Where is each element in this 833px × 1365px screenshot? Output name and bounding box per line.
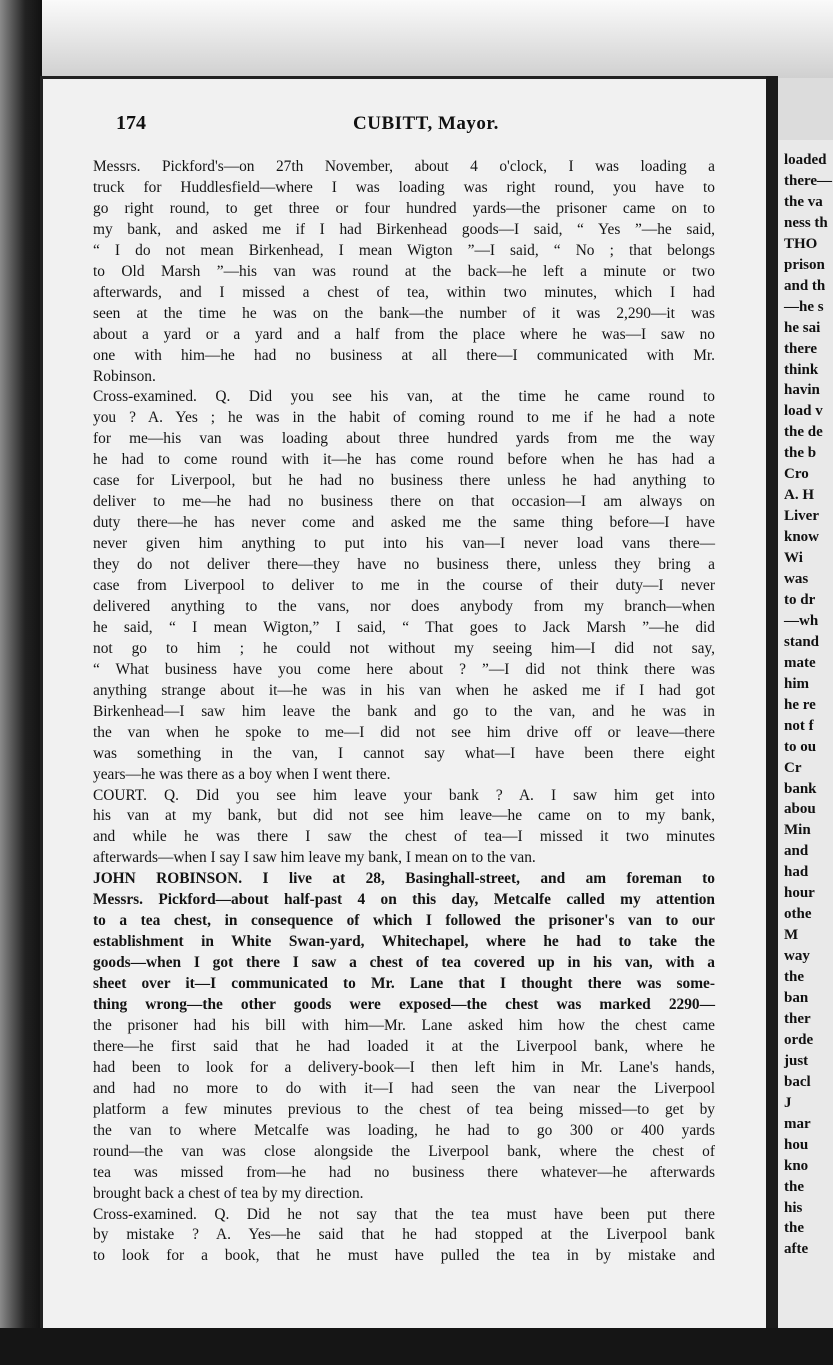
right-page-fragment: afte	[784, 1241, 809, 1258]
text-line: he said, “ I mean Wigton,” I said, “ That goes to Jack Marsh ”—he did	[93, 618, 715, 636]
right-page-fragment: prison	[784, 256, 825, 273]
text-line: go right round, to get three or four hundred yards—the prisoner came on to	[93, 199, 715, 217]
right-page-fragment: A. H	[784, 487, 814, 504]
right-page-fragment: ness th	[784, 214, 828, 231]
right-page-fragment: havin	[784, 382, 820, 399]
right-page-fragment: the va	[784, 193, 823, 210]
right-page-fragment: his	[784, 1199, 803, 1216]
scan-top-margin	[0, 0, 833, 78]
right-page-fragment: and th	[784, 277, 826, 294]
right-page-fragment: —wh	[784, 612, 819, 629]
text-line: afterwards, and I missed a chest of tea, within two minutes, which I had	[93, 283, 715, 301]
right-page-fragment: Wi	[784, 550, 803, 567]
right-page-fragment: bacl	[784, 1073, 811, 1090]
text-line: there—he first said that he had loaded it at the Liverpool bank, where he	[93, 1037, 715, 1055]
text-line: by mistake ? A. Yes—he said that he had stopped at the Liverpool bank	[93, 1226, 715, 1244]
text-line: to look for a book, that he must have pulled the tea in by mistake and	[93, 1247, 715, 1265]
right-page-fragment: stand	[784, 633, 820, 650]
right-page-fragment: bank	[784, 780, 817, 797]
right-page-fragment: loaded	[784, 152, 827, 168]
right-page-fragment: the	[784, 1220, 804, 1237]
text-line: to Old Marsh ”—his van was round at the back—he left a minute or two	[93, 262, 715, 280]
right-page-fragment: mar	[784, 1115, 811, 1132]
text-line: anything strange about it—he was in his van when he asked me if I had got	[93, 681, 715, 699]
text-line: sheet over it—I communicated to Mr. Lane that I thought there was some-	[93, 975, 715, 993]
text-line: they do not deliver there—they have no business there, unless they bring a	[93, 556, 715, 574]
text-line: case for Liverpool, but he had no business there unless he had anything to	[93, 472, 715, 490]
text-line: establishment in White Swan-yard, Whitechapel, where he had to take the	[93, 933, 715, 951]
right-page-fragment: J	[784, 1094, 792, 1111]
right-page-fragment: was	[784, 571, 809, 587]
right-page-fragment: to ou	[784, 738, 817, 755]
right-page-fragment: the	[784, 969, 804, 986]
text-line: goods—when I got there I saw a chest of tea covered up in his van, with a	[93, 954, 715, 972]
right-page-fragment: othe	[784, 906, 812, 923]
right-page-fragment: hour	[784, 885, 815, 902]
right-page-fragment: just	[784, 1052, 809, 1069]
text-line: and while he was there I saw the chest of tea—I missed it two minutes	[93, 828, 715, 846]
right-page-fragment: Cro	[784, 466, 809, 483]
page-gutter	[766, 76, 778, 1328]
right-page-fragment: way	[784, 948, 810, 965]
text-line: about a yard or a yard and a half from the place where he was—I saw no	[93, 325, 715, 343]
right-page-fragment: know	[784, 529, 820, 546]
right-page-fragment: there	[784, 340, 818, 357]
right-page-fragment: him	[784, 675, 810, 692]
text-line: was something in the van, I cannot say what—I have been there eight	[93, 744, 715, 762]
right-page-fragment: not f	[784, 717, 814, 734]
text-line: one with him—he had no business at all there—I communicated with Mr.	[93, 346, 715, 364]
right-page-fragment: the b	[784, 445, 817, 462]
page-number: 174	[116, 112, 146, 134]
right-page-fragment: think	[784, 361, 819, 378]
right-page-fragment: to dr	[784, 591, 816, 608]
text-line: had been to look for a delivery-book—I then left him in Mr. Lane's hands,	[93, 1058, 715, 1076]
text-line: deliver to me—he had no business there on that occasion—I am always on	[93, 493, 715, 511]
text-line: tea was missed from—he had no business there whatever—he afterwards	[93, 1163, 715, 1181]
text-line: “ I do not mean Birkenhead, I mean Wigton ”—I said, “ No ; that belongs	[93, 241, 715, 259]
text-line: his van at my bank, but did not see him leave—he came on to my bank,	[93, 807, 715, 825]
text-line: duty there—he has never come and asked me the same thing before—I have	[93, 514, 715, 532]
text-line: for me—his van was loading about three hundred yards from me the way	[93, 430, 715, 448]
right-page-fragment: the de	[784, 424, 823, 441]
text-line: case from Liverpool to deliver to me in the course of their duty—I never	[93, 577, 715, 594]
right-page-fragment: and	[784, 843, 809, 860]
text-line: afterwards—when I say I saw him leave my bank, I mean on to the van.	[93, 849, 536, 867]
right-page-fragment: abou	[784, 801, 816, 818]
right-page-fragment: orde	[784, 1031, 814, 1048]
right-page-fragment: he re	[784, 696, 816, 713]
text-line: Cross-examined. Q. Did you see his van, at the time he came round to	[93, 388, 715, 406]
text-line: “ What business have you come here about ? ”—I did not think there was	[93, 660, 715, 678]
left-page	[40, 76, 766, 1328]
text-line: the van to where Metcalfe was loading, he had to go 300 or 400 yards	[93, 1121, 715, 1139]
text-line: not go to him ; he could not without my seeing him—I did not say,	[93, 639, 715, 657]
right-page-fragment: Liver	[784, 508, 819, 525]
text-line: COURT. Q. Did you see him leave your bank ? A. I saw him get into	[93, 786, 715, 804]
text-line: you ? A. Yes ; he was in the habit of coming round to me if he had a note	[93, 409, 715, 427]
right-page-fragment: the	[784, 1178, 804, 1195]
text-line: and had no more to do with it—I had seen the van near the Liverpool	[93, 1079, 715, 1097]
text-line: never given him anything to put into his van—I never load vans there—	[93, 535, 715, 553]
right-page-fragment: Min	[784, 822, 811, 839]
right-page-fragment: ban	[784, 990, 809, 1006]
right-page-fragment: load v	[784, 403, 823, 420]
right-page-fragment: he sai	[784, 319, 821, 336]
text-line: truck for Huddlesfield—where I was loading was right round, you have to	[93, 178, 715, 196]
text-line: years—he was there as a boy when I went there.	[93, 765, 391, 783]
right-page-fragment: —he s	[784, 298, 824, 315]
scan-bottom-edge	[0, 1328, 833, 1365]
right-page-fragment: M	[784, 927, 799, 944]
text-line: Messrs. Pickford—about half-past 4 on this day, Metcalfe called my attention	[93, 891, 715, 909]
text-line: thing wrong—the other goods were exposed—the chest was marked 2290—	[93, 996, 715, 1013]
right-page-edge	[778, 140, 833, 1328]
right-page-fragment: THO	[784, 235, 818, 252]
text-line: he had to come round with it—he has come round before when he has had a	[93, 451, 715, 469]
book-spine-shadow	[0, 0, 42, 1365]
text-line: to a tea chest, in consequence of which I followed the prisoner's van to our	[93, 912, 715, 930]
text-line: JOHN ROBINSON. I live at 28, Basinghall-street, and am foreman to	[93, 870, 715, 888]
text-line: Cross-examined. Q. Did he not say that the tea must have been put there	[93, 1205, 715, 1223]
text-line: my bank, and asked me if I had Birkenhead goods—I said, “ Yes ”—he said,	[93, 220, 715, 238]
text-line: Birkenhead—I saw him leave the bank and go to the van, and he was in	[93, 702, 715, 720]
right-page-fragment: hou	[784, 1136, 809, 1153]
right-page-fragment: Cr	[784, 759, 802, 776]
text-line: Messrs. Pickford's—on 27th November, about 4 o'clock, I was loading a	[93, 158, 715, 175]
text-line: brought back a chest of tea by my direction.	[93, 1184, 364, 1202]
text-line: the prisoner had his bill with him—Mr. Lane asked him how the chest came	[93, 1016, 715, 1034]
right-page-fragment: had	[784, 864, 809, 881]
right-page-fragment: there—	[784, 172, 833, 189]
right-page-fragment: mate	[784, 654, 816, 671]
text-line: delivered anything to the vans, nor does anybody from my branch—when	[93, 597, 715, 615]
right-page-fragment: kno	[784, 1157, 809, 1174]
text-line: Robinson.	[93, 367, 156, 385]
text-line: round—the van was close alongside the Liverpool bank, where the chest of	[93, 1142, 715, 1160]
text-line: platform a few minutes previous to the chest of tea being missed—to get by	[93, 1100, 715, 1118]
right-page-fragment: ther	[784, 1010, 811, 1027]
text-line: the van when he spoke to me—I did not see him drive off or leave—there	[93, 723, 715, 741]
running-head: CUBITT, Mayor.	[353, 113, 499, 134]
text-line: seen at the time he was on the bank—the number of it was 2,290—it was	[93, 304, 715, 322]
